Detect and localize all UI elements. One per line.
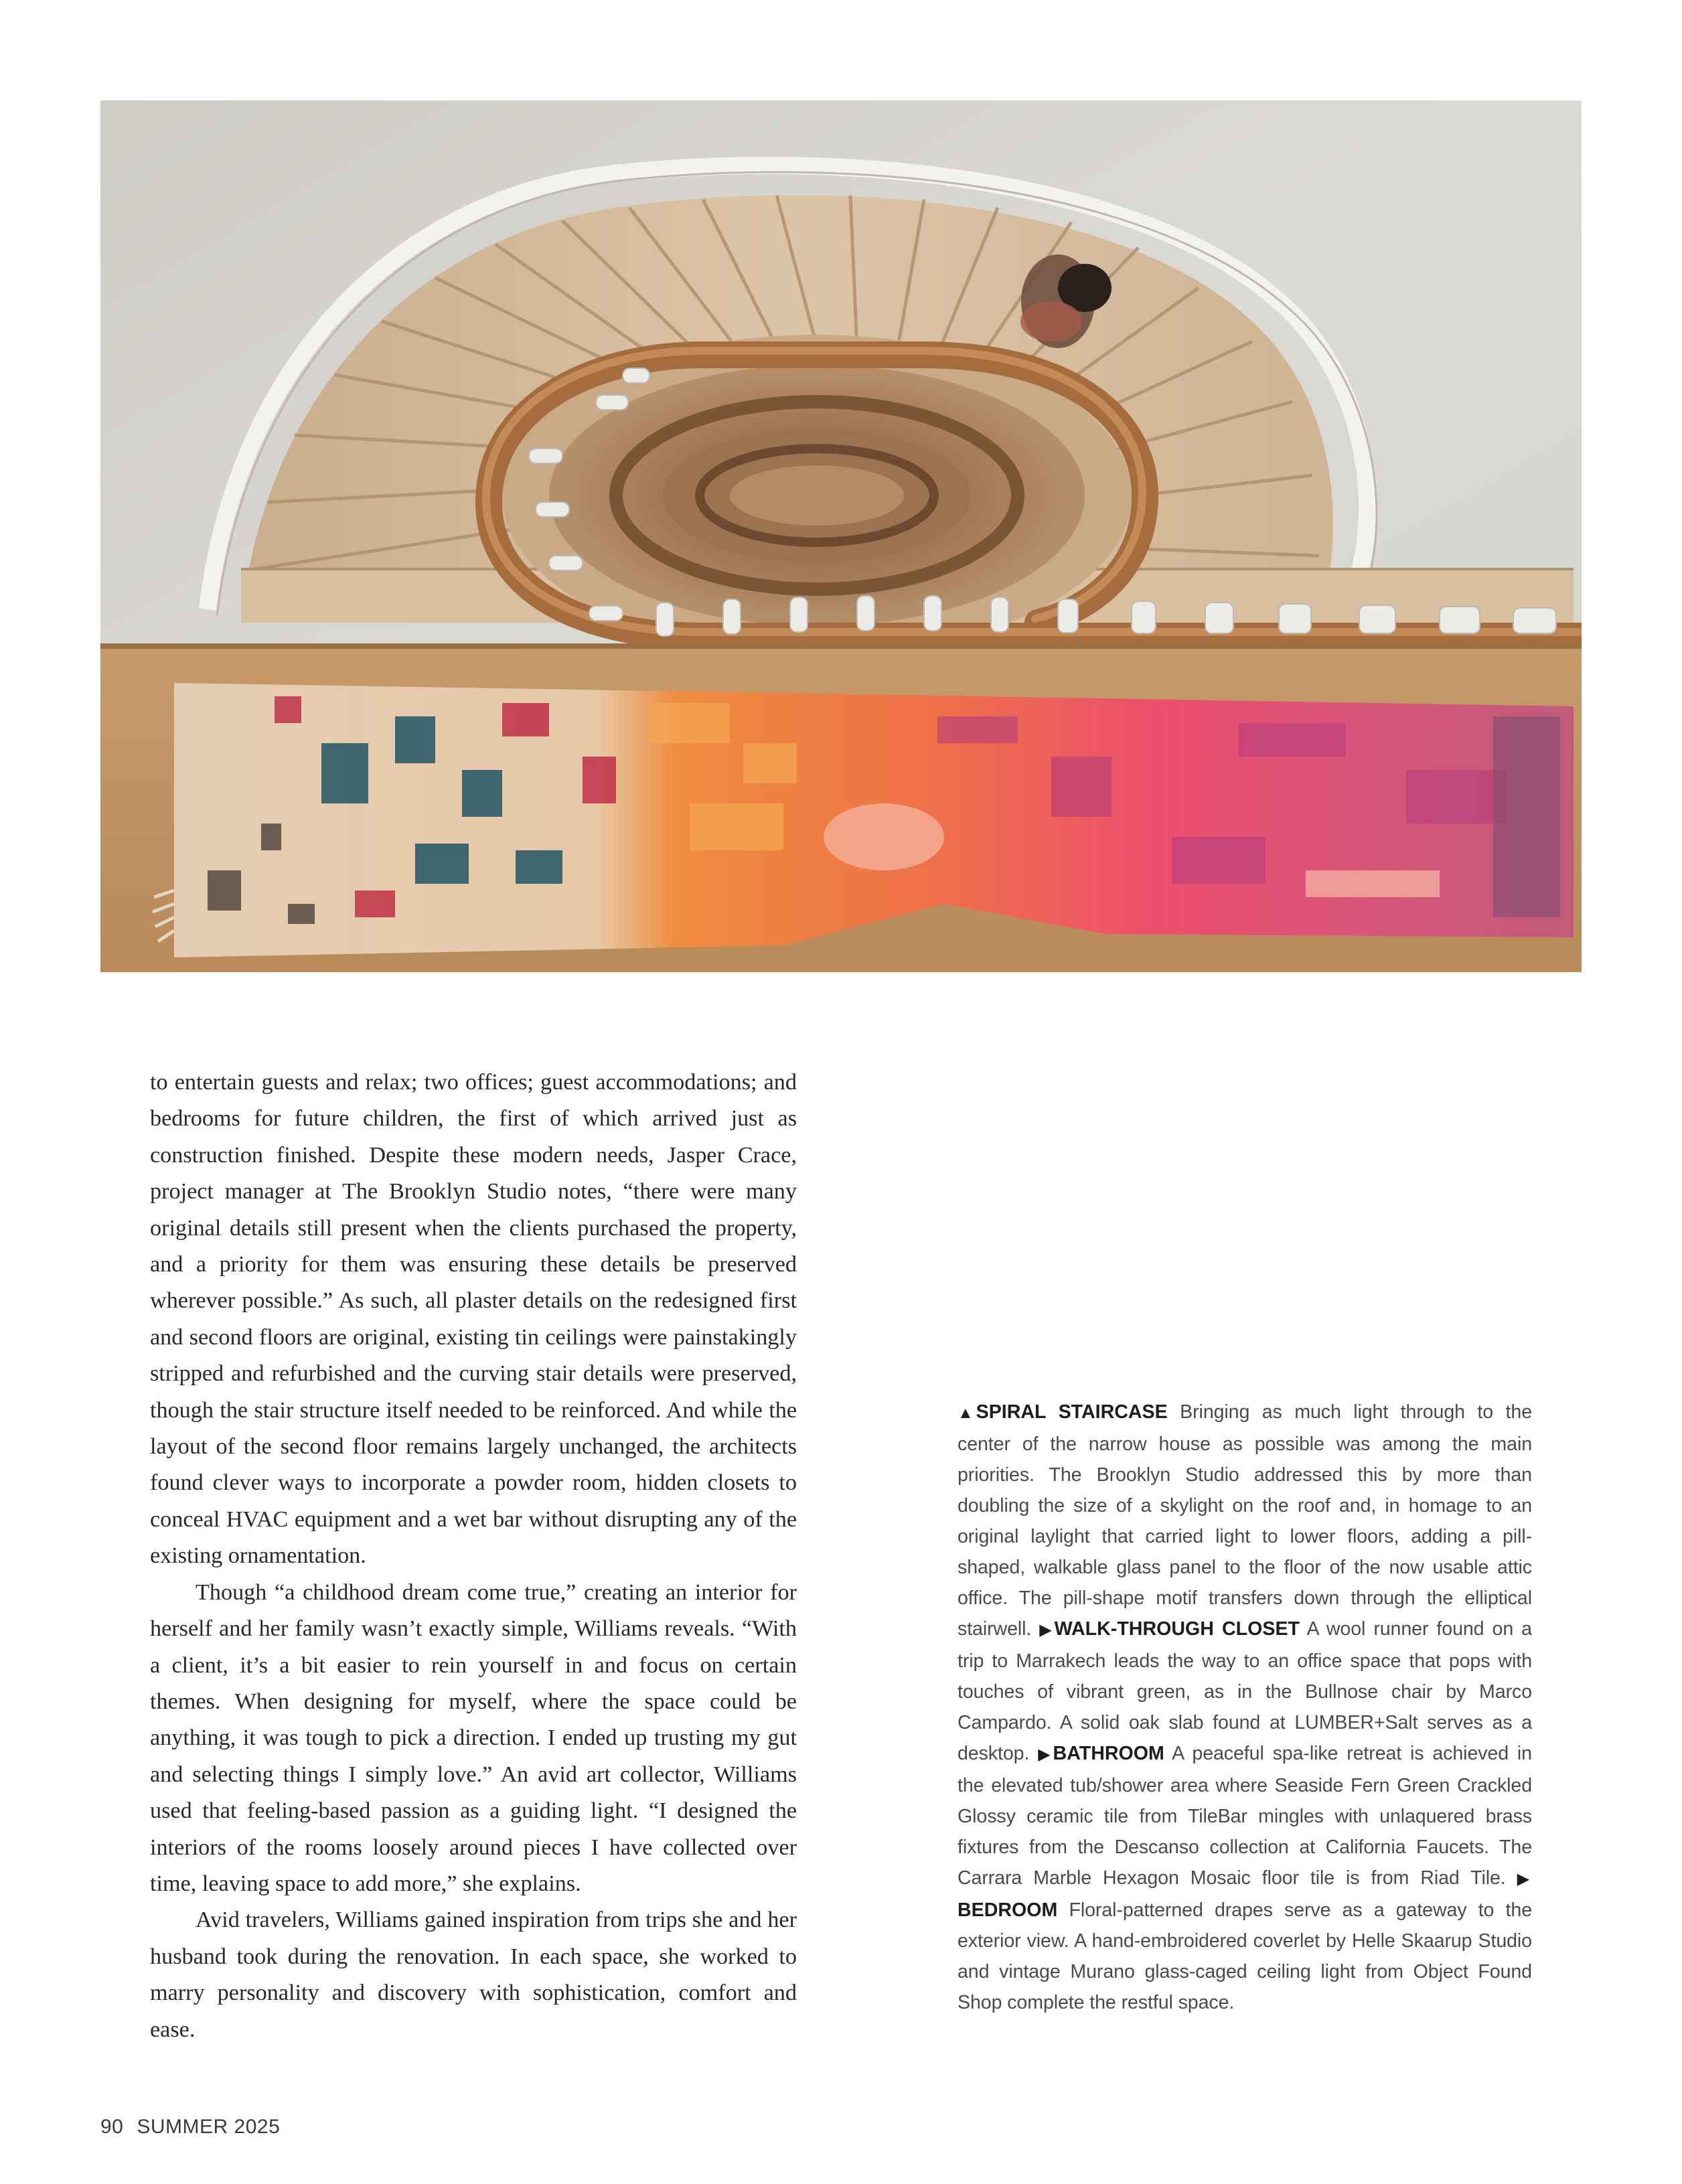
page-number: 90 bbox=[100, 2116, 124, 2138]
spiral-staircase-photo bbox=[100, 100, 1582, 972]
moroccan-runner-rug bbox=[153, 683, 1574, 957]
triangle-right-icon: ▶ bbox=[1038, 1745, 1051, 1764]
caption-text-bedroom: Floral-patterned drapes serve as a gateway to the exterior view. A hand-embroidered coverlet by Helle Skaarup Studio and vintage Murano glass-caged ceiling light from Object Found Shop complete the restful space. bbox=[958, 1899, 1532, 2013]
article-body bbox=[150, 1065, 797, 2048]
caption-text-bathroom: A peaceful spa-like retreat is achieved in the elevated tub/shower area where Seaside Fern Green Crackled Glossy ceramic tile from TileBar mingles with unlaquered brass fixtures from the Descanso collection at California Faucets. The Carrara Marble Hexagon Mosaic floor tile is from Riad Tile. bbox=[958, 1743, 1532, 1889]
body-paragraph-2: Though “a childhood dream come true,” creating an interior for herself and her family wasn’t exactly simple, Williams reveals. “With a client, it’s a bit easier to rein yourself in and focus on certain themes. When designing for myself, where the space could be anything, it was tough to pick a direction. I ended up trusting my gut and selecting things I simply love.” An avid art collector, Williams used that feeling-based passion as a guiding light. “I designed the interiors of the rooms loosely around pieces I have collected over time, leaving space to add more,” she explains. bbox=[150, 1579, 797, 1896]
body-paragraph-1: to entertain guests and relax; two offices; guest accommodations; and bedrooms for future children, the first of which arrived just as construction finished. Despite these modern needs, Jasper Crace, project manager at The Brooklyn Studio notes, “there were many original details still present when the clients purchased the property, and a priority for them was ensuring these details be preserved wherever possible.” As such, all plaster details on the redesigned first and second floors are original, existing tin ceilings were painstakingly stripped and refurbished and the curving stair details were preserved, though the stair structure itself needed to be reinforced. And while the layout of the second floor remains largely unchanged, the architects found clever ways to incorporate a powder room, hidden closets to conceal HVAC equipment and a wet bar without disrupting any of the existing ornamentation. bbox=[150, 1070, 797, 1569]
issue-label: SUMMER 2025 bbox=[137, 2116, 281, 2138]
triangle-right-icon: ▶ bbox=[1039, 1621, 1052, 1639]
staircase-and-rug-illustration bbox=[100, 100, 1582, 972]
photo-caption bbox=[958, 1397, 1532, 2018]
caption-heading-bathroom: BATHROOM bbox=[1053, 1743, 1164, 1764]
caption-heading-spiral-staircase: SPIRAL STAIRCASE bbox=[976, 1401, 1168, 1423]
caption-heading-walk-through-closet: WALK-THROUGH CLOSET bbox=[1054, 1618, 1300, 1640]
caption-heading-bedroom: BEDROOM bbox=[958, 1899, 1058, 1921]
page-folio bbox=[100, 2116, 280, 2138]
caption-text-spiral-staircase: Bringing as much light through to the center of the narrow house as possible was among the main priorities. The Brooklyn Studio addressed this by more than doubling the size of a skylight on the roof and, in homage to an original laylight that carried light to lower floors, adding a pill-shaped, walkable glass panel to the floor of the now usable attic office. The pill-shape motif transfers down through the elliptical stairwell. bbox=[958, 1401, 1532, 1640]
triangle-up-icon: ▲ bbox=[958, 1404, 974, 1422]
triangle-right-icon: ▶ bbox=[1517, 1870, 1529, 1888]
caption-text-walk-through-closet: A wool runner found on a trip to Marrakech leads the way to an office space that pops with touches of vibrant green, as in the Bullnose chair by Marco Campardo. A solid oak slab found at LUMBER+Salt serves as a desktop. bbox=[958, 1618, 1532, 1764]
body-paragraph-3: Avid travelers, Williams gained inspiration from trips she and her husband took during the renovation. In each space, she worked to marry personality and discovery with sophistication, comfort and ease. bbox=[150, 1907, 797, 2042]
